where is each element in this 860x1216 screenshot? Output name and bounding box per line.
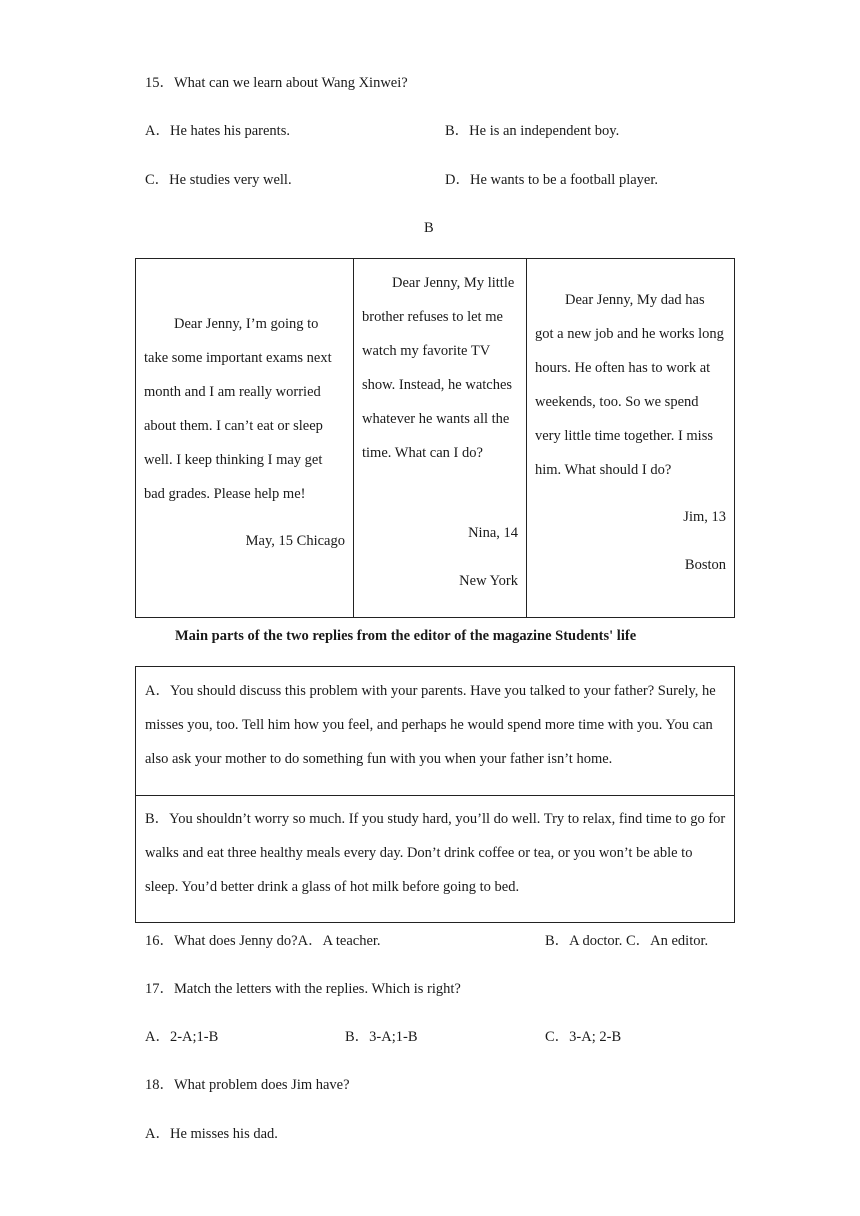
reply-b: B．You shouldn’t worry so much. If you study hard, you’ll do well. Try to relax, find time to go for walks and eat three healthy meals every day. Don’t drink coffee or tea, or you won’t be able to sleep. You’d better drink a glass of hot milk before going to bed. bbox=[145, 811, 726, 895]
question-15: 15．What can we learn about Wang Xinwei? bbox=[145, 75, 408, 91]
letter-2-signature-name: Nina, 14 bbox=[468, 525, 518, 541]
q17-option-c: C．3-A; 2-B bbox=[545, 1029, 622, 1045]
letter-1 bbox=[136, 259, 353, 617]
q17-option-a: A．2-A;1-B bbox=[145, 1029, 219, 1045]
row-divider bbox=[136, 795, 734, 796]
letter-2-text: Dear Jenny, My little brother refuses to let me watch my favorite TV show. Instead, he watches whatever he wants all the time. What can I do? bbox=[362, 275, 515, 461]
letter-1-text: Dear Jenny, I’m going to take some important exams next month and I am really worried about them. I can’t eat or sleep well. I keep thinking I may get bad grades. Please help me! bbox=[144, 316, 332, 502]
letter-3 bbox=[526, 259, 734, 617]
letters-table bbox=[135, 258, 735, 618]
reply-a: A．You should discuss this problem with your parents. Have you talked to your father? Surely, he misses you, too. Tell him how you feel, and perhaps he would spend more time with you. You can also ask your mother to do something fun with you when your father isn’t home. bbox=[145, 683, 716, 767]
q16-options-rest: B．A doctor. C．An editor. bbox=[545, 933, 709, 949]
letter-3-text: Dear Jenny, My dad has got a new job and he works long hours. He often has to work at weekends, too. So we spend very little time together. I miss him. What should I do? bbox=[535, 292, 724, 478]
replies-heading: Main parts of the two replies from the editor of the magazine Students' life bbox=[175, 628, 637, 644]
question-16: 16．What does Jenny do?A．A teacher. bbox=[145, 933, 381, 949]
q15-option-c: C．He studies very well. bbox=[145, 172, 292, 188]
q15-option-a: A．He hates his parents. bbox=[145, 123, 290, 139]
q17-option-b: B．3-A;1-B bbox=[345, 1029, 418, 1045]
q15-option-b: B．He is an independent boy. bbox=[445, 123, 620, 139]
letter-3-signature-name: Jim, 13 bbox=[683, 509, 726, 525]
q15-option-d: D．He wants to be a football player. bbox=[445, 172, 659, 188]
q18-option-a: A．He misses his dad. bbox=[145, 1126, 278, 1142]
letter-1-signature: May, 15 Chicago bbox=[245, 533, 345, 549]
letter-3-signature-city: Boston bbox=[684, 557, 726, 573]
letter-2-signature-city: New York bbox=[459, 573, 518, 589]
section-label: B bbox=[424, 220, 434, 236]
question-18: 18．What problem does Jim have? bbox=[145, 1077, 350, 1093]
question-17: 17．Match the letters with the replies. Which is right? bbox=[145, 981, 461, 997]
replies-table bbox=[135, 666, 735, 923]
letter-2 bbox=[353, 259, 526, 617]
